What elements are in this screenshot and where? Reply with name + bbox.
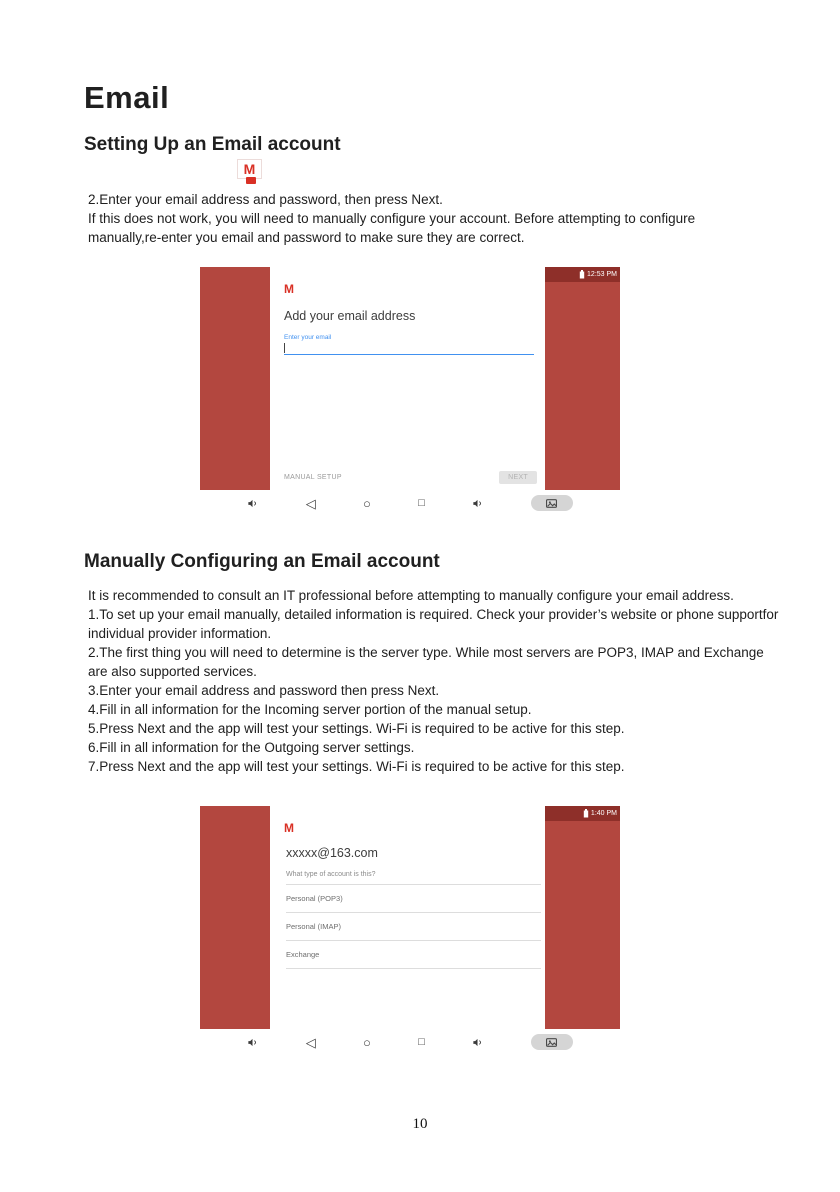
manual-instructions <box>88 586 783 776</box>
manual-setup-button: MANUAL SETUP <box>284 474 342 481</box>
screenshot-pill-icon <box>546 1038 557 1047</box>
setup-actions-row <box>284 471 537 484</box>
home-icon: ○ <box>363 1034 371 1050</box>
manual-paragraph: 7.Press Next and the app will test your settings. Wi-Fi is required to be active for this step. <box>88 759 625 774</box>
back-icon: ◁ <box>305 1034 316 1050</box>
setup-screen-title: Add your email address <box>284 309 416 323</box>
account-type-option: Personal (IMAP) <box>286 913 541 941</box>
home-icon: ○ <box>363 495 371 511</box>
entered-email: xxxxx@163.com <box>286 846 378 860</box>
manual-paragraph: 1.To set up your email manually, detailed information is required. Check your provider’s website or phone supportfor individual provider information. <box>88 607 779 641</box>
gmail-icon <box>237 159 262 179</box>
android-nav-bar <box>200 490 620 516</box>
gmail-m-icon: M <box>284 282 294 296</box>
tablet-screen <box>200 267 620 490</box>
account-type-option: Personal (POP3) <box>286 885 541 913</box>
tablet-screen <box>200 806 620 1029</box>
screenshot-pill-button <box>531 495 573 511</box>
status-bar <box>545 806 620 821</box>
page-title: Email <box>84 80 170 115</box>
setup-paragraph: 2.Enter your email address and password, then press Next. <box>88 192 443 207</box>
wallpaper-left-panel <box>200 267 270 490</box>
email-setup-card <box>270 267 545 490</box>
account-type-option: Exchange <box>286 941 541 969</box>
manual-paragraph: 3.Enter your email address and password then press Next. <box>88 683 440 698</box>
status-time: 1:40 PM <box>590 810 617 817</box>
volume-icon <box>247 498 258 509</box>
android-nav-bar <box>200 1029 620 1055</box>
screenshot-pill-button <box>531 1034 573 1050</box>
status-bar <box>545 267 620 282</box>
screenshot-account-type <box>200 806 620 1055</box>
account-type-list <box>286 884 541 969</box>
section-setup-heading: Setting Up an Email account <box>84 134 341 155</box>
email-input-label: Enter your email <box>284 334 332 341</box>
manual-paragraph: 5.Press Next and the app will test your settings. Wi-Fi is required to be active for this step. <box>88 721 625 736</box>
back-icon: ◁ <box>305 495 316 511</box>
volume-icon <box>472 1037 483 1048</box>
text-cursor <box>284 343 285 353</box>
wallpaper-right-panel <box>545 806 620 1029</box>
account-type-card <box>270 806 545 1029</box>
next-button: NEXT <box>499 471 537 484</box>
recents-icon: □ <box>418 496 425 509</box>
battery-icon <box>583 809 589 818</box>
gmail-m-glyph: M <box>243 161 256 177</box>
screenshot-add-email <box>200 267 620 516</box>
gmail-m-icon: M <box>284 821 294 835</box>
screenshot-pill-icon <box>546 499 557 508</box>
page-number: 10 <box>412 1116 428 1132</box>
recents-icon: □ <box>418 1035 425 1048</box>
volume-icon <box>247 1037 258 1048</box>
manual-paragraph: 2.The first thing you will need to determine is the server type. While most servers are POP3, IMAP and Exchange are also supported services. <box>88 645 764 679</box>
manual-paragraph: 4.Fill in all information for the Incoming server portion of the manual setup. <box>88 702 532 717</box>
account-type-question: What type of account is this? <box>286 871 376 878</box>
status-time: 12:53 PM <box>587 271 617 278</box>
wallpaper-right-panel <box>545 267 620 490</box>
setup-instructions <box>88 190 748 247</box>
email-input <box>284 354 534 355</box>
manual-paragraph: 6.Fill in all information for the Outgoing server settings. <box>88 740 415 755</box>
manual-paragraph: It is recommended to consult an IT professional before attempting to manually configure your email address. <box>88 588 734 603</box>
setup-paragraph: If this does not work, you will need to manually configure your account. Before attempting to configure manually,re-enter you email and password to make sure they are correct. <box>88 211 696 245</box>
section-manual-heading: Manually Configuring an Email account <box>84 551 440 572</box>
battery-icon <box>579 270 585 279</box>
gmail-badge-icon <box>246 177 256 184</box>
wallpaper-left-panel <box>200 806 270 1029</box>
volume-icon <box>472 498 483 509</box>
